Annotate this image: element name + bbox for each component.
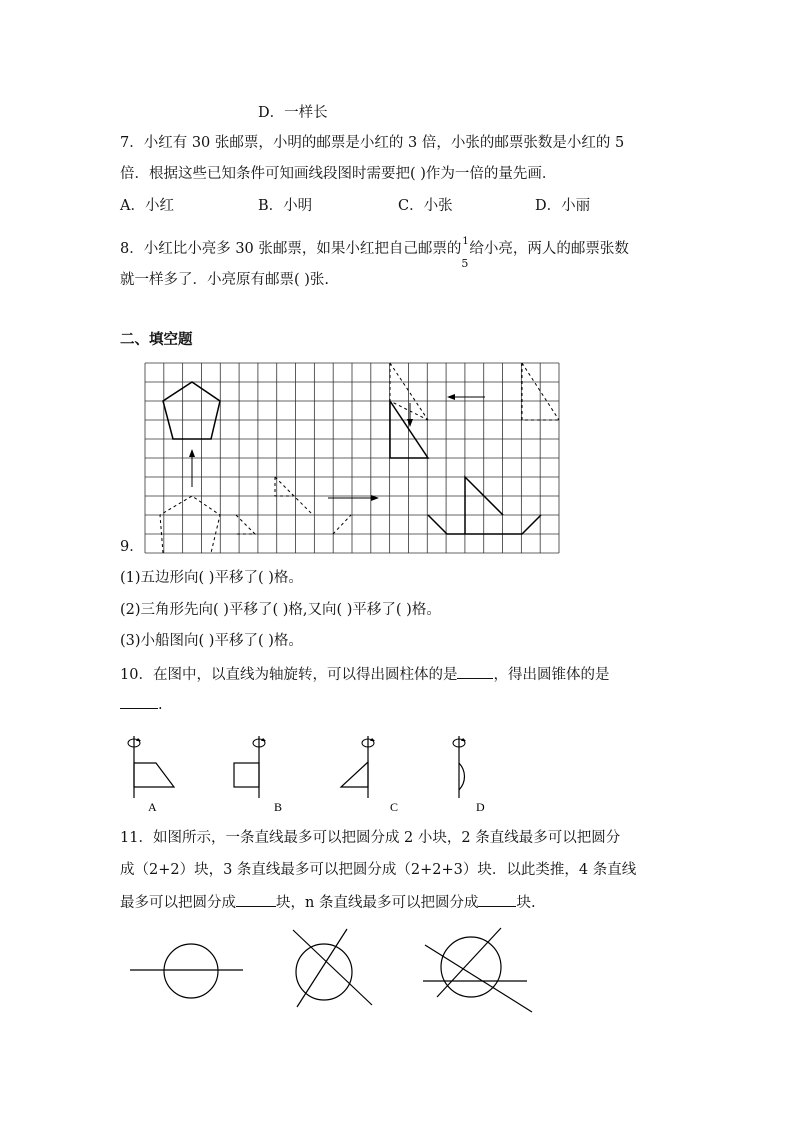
- circle-2: [296, 944, 352, 1000]
- figure-label-d: D: [476, 800, 485, 814]
- q7-option-d[interactable]: D．小丽: [535, 198, 591, 214]
- q11-line3: [120, 892, 536, 913]
- q10-rotation-figures: [118, 728, 498, 818]
- q11-text-after: 块.: [516, 895, 536, 911]
- boat-hull: [428, 515, 541, 534]
- q8-fraction-numerator: 1: [462, 236, 469, 247]
- circle-three-lines: [423, 928, 532, 1012]
- figure-a: [128, 736, 174, 814]
- q7-option-c[interactable]: C．小张: [398, 198, 453, 214]
- q7-option-b[interactable]: B．小明: [258, 198, 313, 214]
- q10-line2: [120, 694, 163, 715]
- figure-b: [234, 736, 282, 814]
- q8-text-after: 给小亮，两人的邮票张数: [469, 241, 629, 257]
- q6-option-d: D．一样长: [258, 105, 328, 121]
- q11-circle-figures: [125, 925, 545, 1017]
- q7-option-a[interactable]: A．小红: [120, 198, 174, 214]
- q11-n-lines-blank[interactable]: [478, 892, 516, 907]
- figure-c: [341, 736, 398, 814]
- arrow-down-head: [407, 419, 413, 427]
- circle-two-lines: [293, 929, 372, 1007]
- q9-number: 9．: [120, 539, 144, 555]
- q10-cylinder-blank[interactable]: [457, 664, 493, 679]
- q10-line1: [120, 664, 609, 685]
- q7-line2: 倍．根据这些已知条件可知画线段图时需要把( )作为一倍的量先画．: [120, 166, 557, 182]
- figure-label-b: B: [274, 800, 283, 814]
- triangle-dashed-top: [390, 363, 428, 420]
- circle-3: [441, 937, 501, 997]
- q11-text-before: 最多可以把圆分成: [120, 895, 236, 911]
- q11-four-lines-blank[interactable]: [236, 892, 276, 907]
- q9-grid-figure: [145, 363, 561, 553]
- q10-cone-blank[interactable]: [120, 694, 158, 709]
- q11-text-mid: 块，n 条直线最多可以把圆分成: [276, 895, 479, 911]
- q8-line2: 就一样多了．小亮原有邮票( )张.: [120, 272, 330, 288]
- arrow-up-head: [189, 449, 195, 457]
- triangle-solid: [390, 401, 428, 458]
- arrow-left-head: [447, 394, 455, 400]
- pentagon-dashed: [160, 496, 220, 553]
- circle-one-line: [130, 944, 243, 998]
- trapezoid-a: [134, 763, 174, 787]
- triangle-c: [341, 762, 368, 787]
- figure-label-a: A: [148, 800, 157, 814]
- q10-text-after: ，得出圆锥体的是: [493, 667, 610, 683]
- q8-text-before: 8．小红比小亮多 30 张邮票，如果小红把自己邮票的: [120, 241, 462, 257]
- figure-d: [453, 736, 485, 814]
- triangle-dashed-top-hyp: [390, 363, 428, 420]
- q11-line2: 成（2+2）块，3 条直线最多可以把圆分成（2+2+3）块．以此类推，4 条直线: [120, 862, 637, 878]
- section-title: 二、填空题: [120, 332, 193, 348]
- square-b: [234, 763, 259, 787]
- q9-sub2: (2)三角形先向( )平移了( )格,又向( )平移了( )格。: [120, 602, 441, 618]
- q10-text-before: 10．在图中，以直线为轴旋转，可以得出圆柱体的是: [120, 667, 458, 683]
- q11-line1: 11．如图所示，一条直线最多可以把圆分成 2 小块，2 条直线最多可以把圆分: [120, 830, 621, 846]
- q9-sub3: (3)小船图向( )平移了( )格。: [120, 633, 303, 649]
- circle-1: [164, 944, 218, 998]
- semicircle-d: [459, 763, 464, 790]
- q9-sub1: (1)五边形向( )平移了( )格。: [120, 570, 303, 586]
- q7-line1: 7．小红有 30 张邮票，小明的邮票是小红的 3 倍，小张的邮票张数是小红的 5: [120, 135, 625, 151]
- q8-fraction-denominator: 5: [461, 257, 469, 270]
- line-3b: [425, 945, 532, 1012]
- q8-line1: [120, 236, 629, 270]
- triangle-dashed-mid-side: [333, 515, 351, 534]
- pentagon-solid: [163, 382, 220, 439]
- figure-label-c: C: [390, 800, 399, 814]
- q10-period: .: [158, 697, 163, 713]
